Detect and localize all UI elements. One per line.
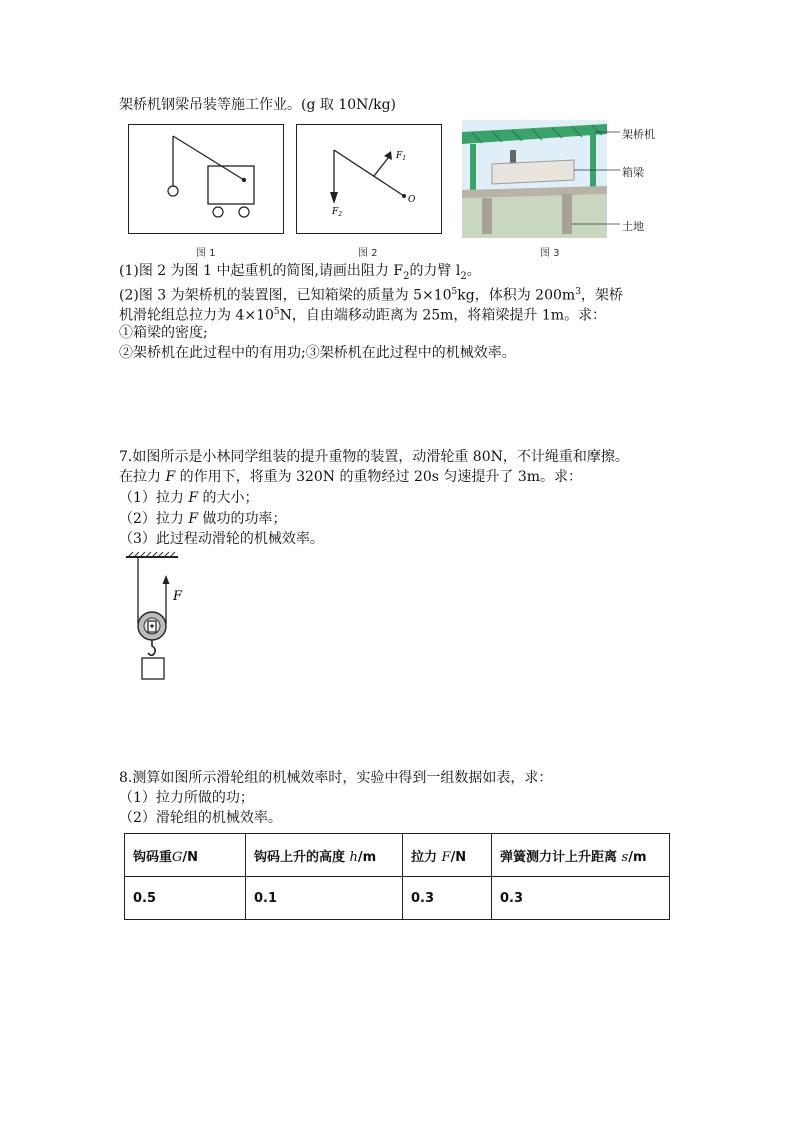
f2-label: $F_2$ (332, 207, 343, 218)
q7-item3: （3）此过程动滑轮的机械效率。 (119, 531, 324, 547)
figure-3-caption: 图 3 (540, 248, 560, 259)
q7-item1: （1）拉力 F 的大小； (119, 490, 259, 506)
q6-part2-line2: 机滑轮组总拉力为 $4\times 10^5N$，自由端移动距离为 25m，将箱梁提升 1m。求： (119, 307, 607, 324)
q6-part2-line1: (2)图 3 为架桥机的装置图，已知箱梁的质量为 $5\times 10^5kg$，体积为 $200m^3$，架桥 (119, 287, 623, 304)
table-cell: 0.5 (125, 877, 246, 920)
q8-line1: 8.测算如图所示滑轮组的机械效率时，实验中得到一组数据如表，求： (119, 770, 553, 786)
q7-line1: 7.如图所示是小林同学组装的提升重物的装置，动滑轮重 80N，不计绳重和摩擦。 (119, 449, 629, 465)
q6-sub2: ②架桥机在此过程中的有用功;③架桥机在此过程中的机械效率。 (119, 345, 516, 361)
figure-1-crane (128, 124, 284, 234)
crane-label: 架桥机 (622, 128, 655, 141)
table-header-row (125, 834, 670, 877)
table-cell: 0.1 (246, 877, 403, 920)
q7-line2: 在拉力 F 的作用下，将重为 320N 的重物经过 20s 匀速提升了 3m。求： (119, 469, 583, 485)
figure-2-caption: 图 2 (358, 248, 378, 259)
q6-part1: (1)图 2 为图 1 中起重机的简图,请画出阻力 $F_2$的力臂 $l_2$。 (119, 263, 481, 282)
table-header-cell: 钩码上升的高度 h/m (246, 834, 403, 877)
table-cell: 0.3 (403, 877, 492, 920)
q8-item2: （2）滑轮组的机械效率。 (119, 810, 282, 826)
o-label: O (408, 195, 416, 205)
table-header-cell: 弹簧测力计上升距离 s/m (492, 834, 670, 877)
figure-1-caption: 图 1 (196, 248, 216, 259)
q8-item1: （1）拉力所做的功； (119, 790, 254, 806)
figure-2-lever (296, 124, 442, 234)
beam-label: 箱梁 (622, 166, 644, 179)
q6-sub1: ①箱梁的密度; (119, 325, 208, 341)
intro-line: 架桥机钢梁吊装等施工作业。(g 取 10N/kg) (119, 97, 397, 113)
table-header-cell: 拉力 F/N (403, 834, 492, 877)
force-f-label: F (173, 589, 183, 604)
figure-3-bridge-machine (462, 120, 622, 240)
movable-pulley-figure (120, 550, 200, 682)
table-header-cell: 钩码重G/N (125, 834, 246, 877)
q7-item2: （2）拉力 F 做功的功率； (119, 511, 287, 527)
table-row (125, 877, 670, 920)
f1-label: $F_1$ (396, 151, 407, 162)
table-cell: 0.3 (492, 877, 670, 920)
ground-label: 土地 (622, 220, 644, 233)
data-table (124, 833, 670, 920)
